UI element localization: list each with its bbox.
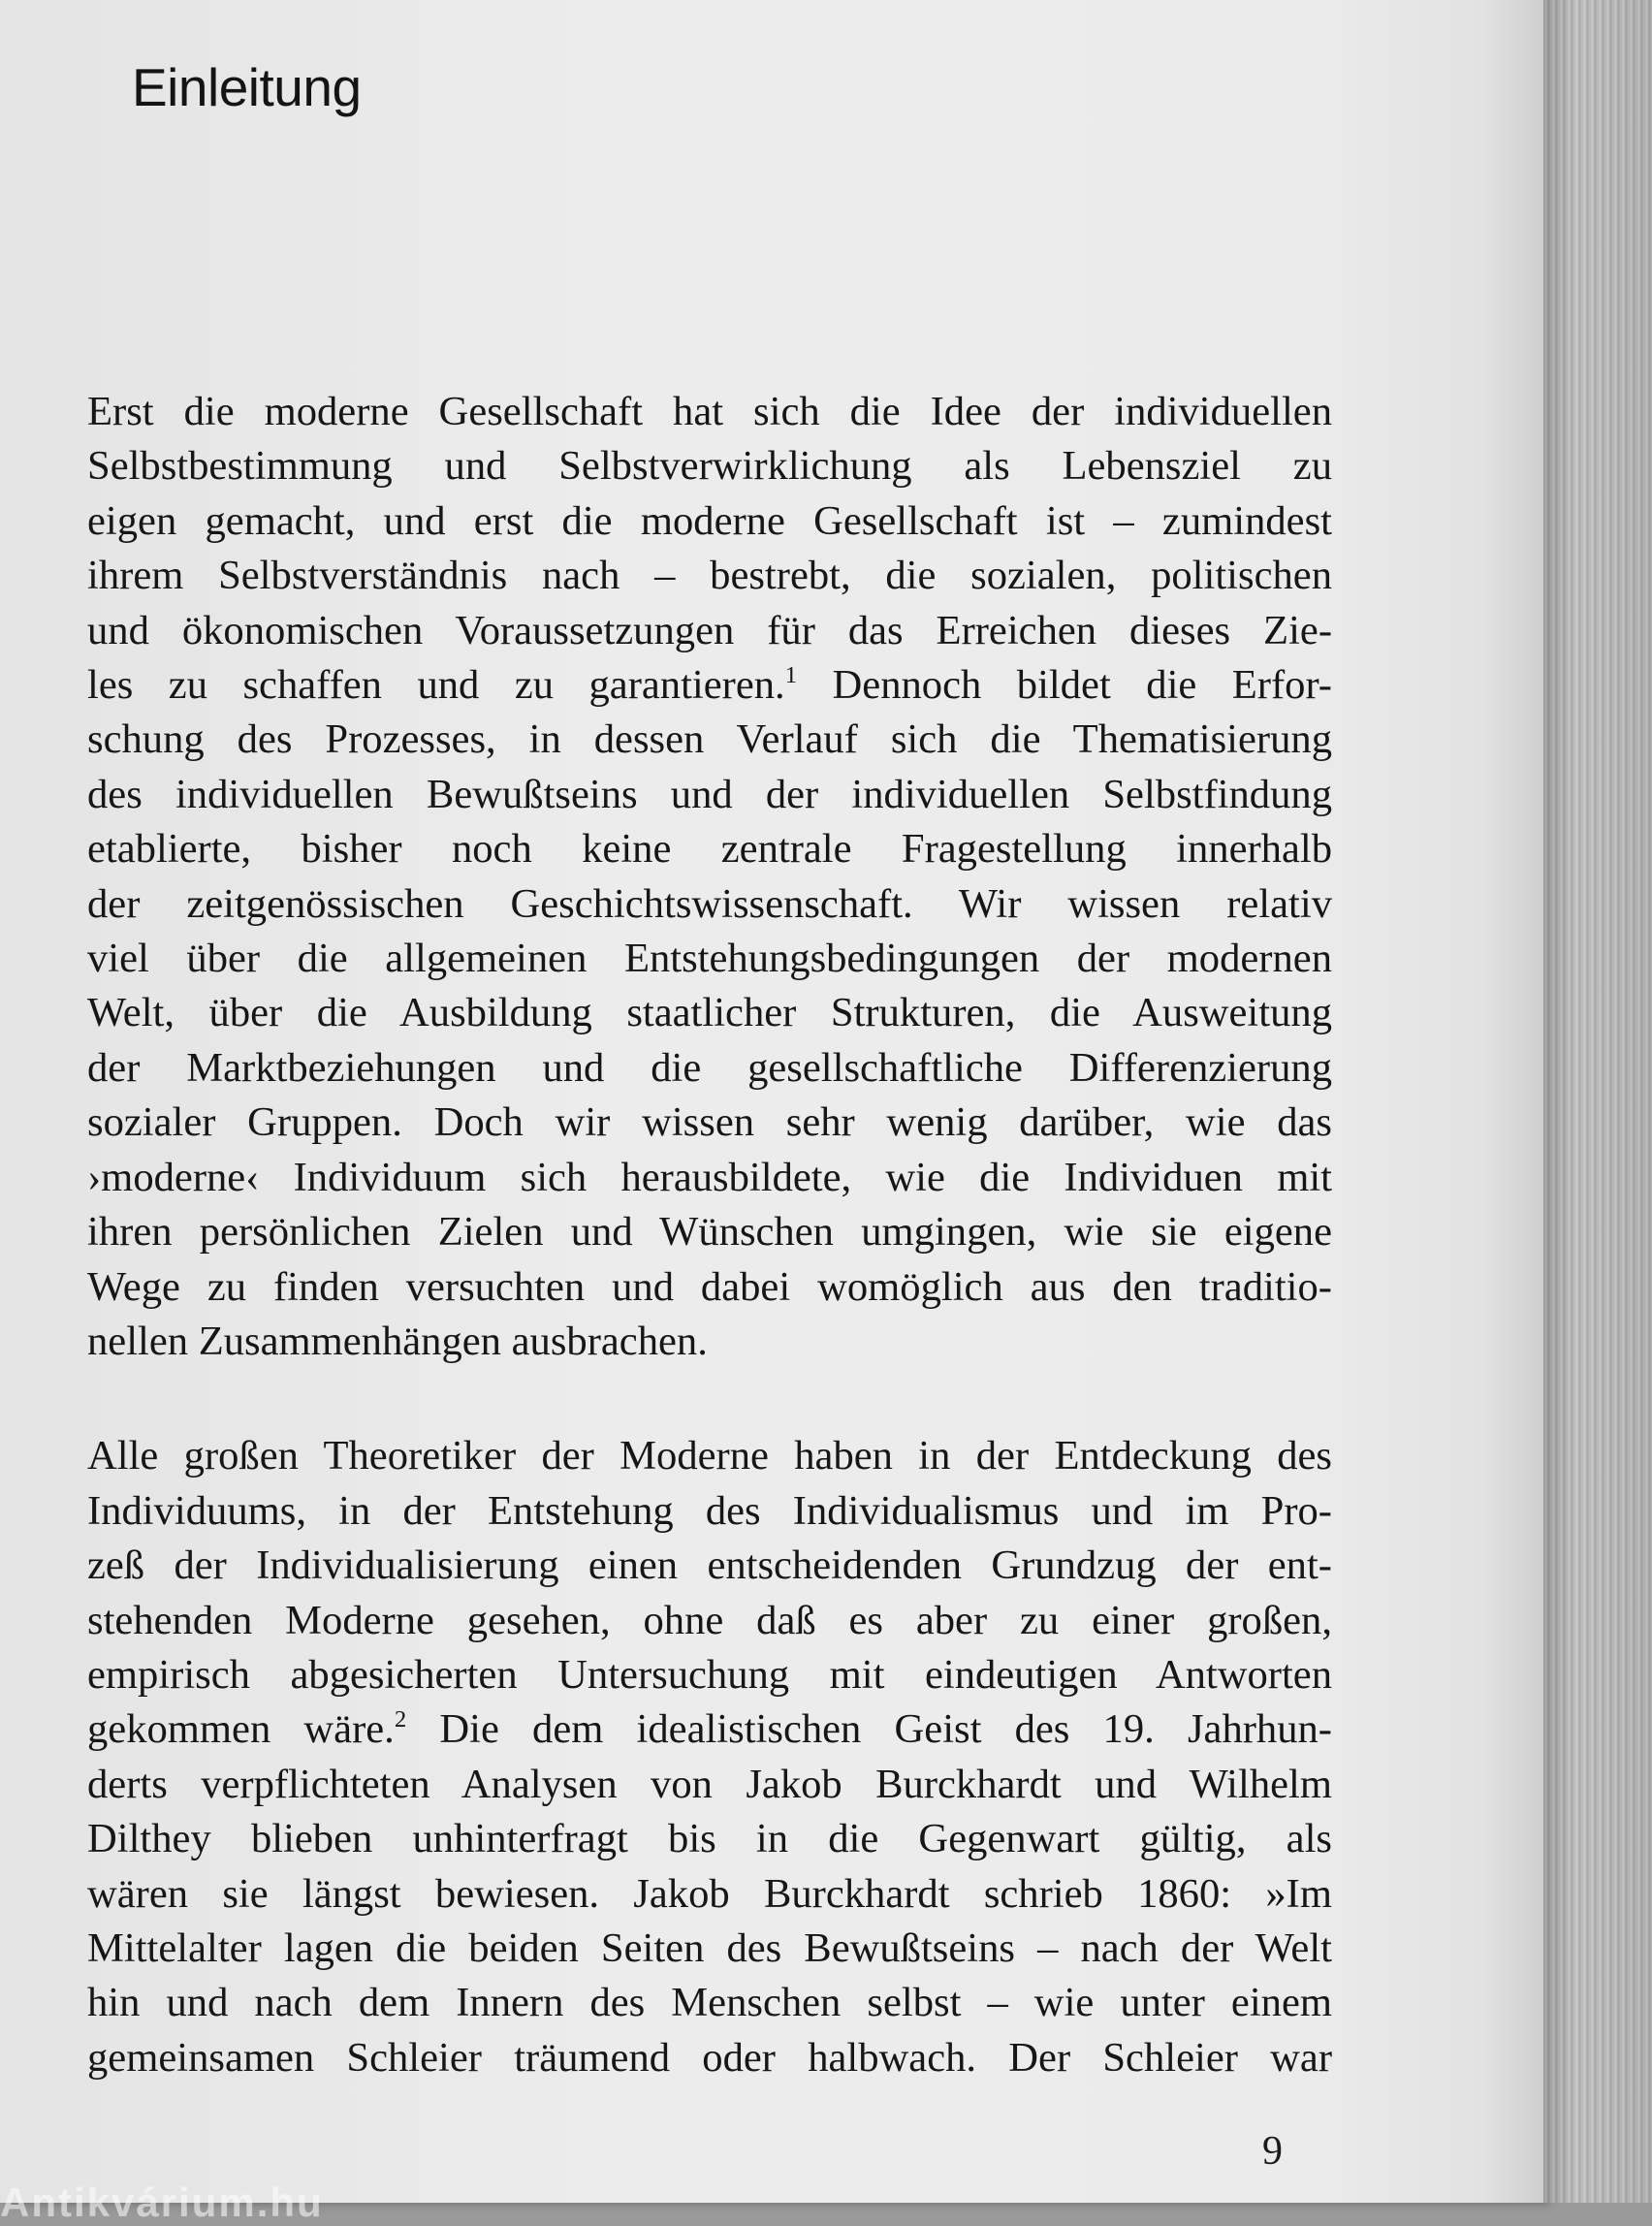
chapter-heading: Einleitung (132, 57, 362, 117)
footnote-marker: 1 (784, 661, 798, 688)
paragraph-2 (87, 1429, 1332, 2085)
text-line-with-footnote (87, 1702, 1332, 1757)
text-line: sozialer Gruppen. Doch wir wissen sehr wenig darüber, wie das (87, 1099, 1332, 1146)
text-fragment: Die dem idealistischen Geist des 19. Jahrhun- (439, 1706, 1332, 1753)
text-line: gemeinsamen Schleier träumend oder halbwach. Der Schleier war (87, 2034, 1332, 2081)
text-line: Mittelalter lagen die beiden Seiten des Bewußtseins – nach der Welt (87, 1924, 1332, 1971)
text-line: Selbstbestimmung und Selbstverwirklichung als Lebensziel zu (87, 443, 1332, 490)
text-line: viel über die allgemeinen Entstehungsbedingungen der modernen (87, 936, 1332, 982)
paragraph-1 (87, 385, 1332, 1369)
text-line: empirisch abgesicherten Untersuchung mit eindeutigen Antworten (87, 1651, 1332, 1698)
text-line: etablierte, bisher noch keine zentrale Fragestellung innerhalb (87, 826, 1332, 873)
body-text (87, 385, 1332, 2085)
text-line: und ökonomischen Voraussetzungen für das Erreichen dieses Zie- (87, 607, 1332, 653)
text-line: Individuums, in der Entstehung des Individualismus und im Pro- (87, 1487, 1332, 1534)
page-number: 9 (1262, 2129, 1283, 2174)
text-line: zeß der Individualisierung einen entscheidenden Grundzug der ent- (87, 1542, 1332, 1589)
text-fragment: Dennoch bildet die Erfor- (832, 662, 1332, 709)
text-line: hin und nach dem Innern des Menschen selbst – wie unter einem (87, 1980, 1332, 2026)
text-fragment: gekommen wäre. (87, 1706, 395, 1753)
page-stack-shadow (1543, 0, 1652, 2203)
text-line: Alle großen Theoretiker der Moderne haben in der Entdeckung des (87, 1433, 1332, 1479)
text-line: derts verpflichteten Analysen von Jakob Burckhardt und Wilhelm (87, 1761, 1332, 1807)
text-line: Wege zu finden versuchten und dabei womöglich aus den traditio- (87, 1263, 1332, 1310)
text-line: Dilthey blieben unhinterfragt bis in die Gegenwart gültig, als (87, 1816, 1332, 1862)
text-line: der zeitgenössischen Geschichtswissenschaft. Wir wissen relativ (87, 880, 1332, 927)
text-line: des individuellen Bewußtseins und der individuellen Selbstfindung (87, 771, 1332, 817)
text-fragment: les zu schaffen und zu garantieren. (87, 662, 785, 709)
text-line: Welt, über die Ausbildung staatlicher Strukturen, die Ausweitung (87, 990, 1332, 1036)
text-line-with-footnote (87, 658, 1332, 713)
text-line: ihrem Selbstverständnis nach – bestrebt, die sozialen, politischen (87, 553, 1332, 599)
text-line: der Marktbeziehungen und die gesellschaftliche Differenzierung (87, 1044, 1332, 1091)
text-line: wären sie längst bewiesen. Jakob Burckhardt schrieb 1860: »Im (87, 1870, 1332, 1917)
text-line: Erst die moderne Gesellschaft hat sich die Idee der individuellen (87, 389, 1332, 434)
text-line: eigen gemacht, und erst die moderne Gesellschaft ist – zumindest (87, 497, 1332, 544)
text-line: schung des Prozesses, in dessen Verlauf sich die Thematisierung (87, 716, 1332, 763)
text-line: nellen Zusammenhängen ausbrachen. (87, 1318, 708, 1364)
watermark: Antikvárium.hu (0, 2179, 324, 2225)
footnote-marker: 2 (394, 1705, 407, 1733)
text-line: ›moderne‹ Individuum sich herausbildete, wie die Individuen mit (87, 1154, 1332, 1200)
text-line: ihren persönlichen Zielen und Wünschen umgingen, wie sie eigene (87, 1209, 1332, 1256)
text-line: stehenden Moderne gesehen, ohne daß es aber zu einer großen, (87, 1597, 1332, 1643)
